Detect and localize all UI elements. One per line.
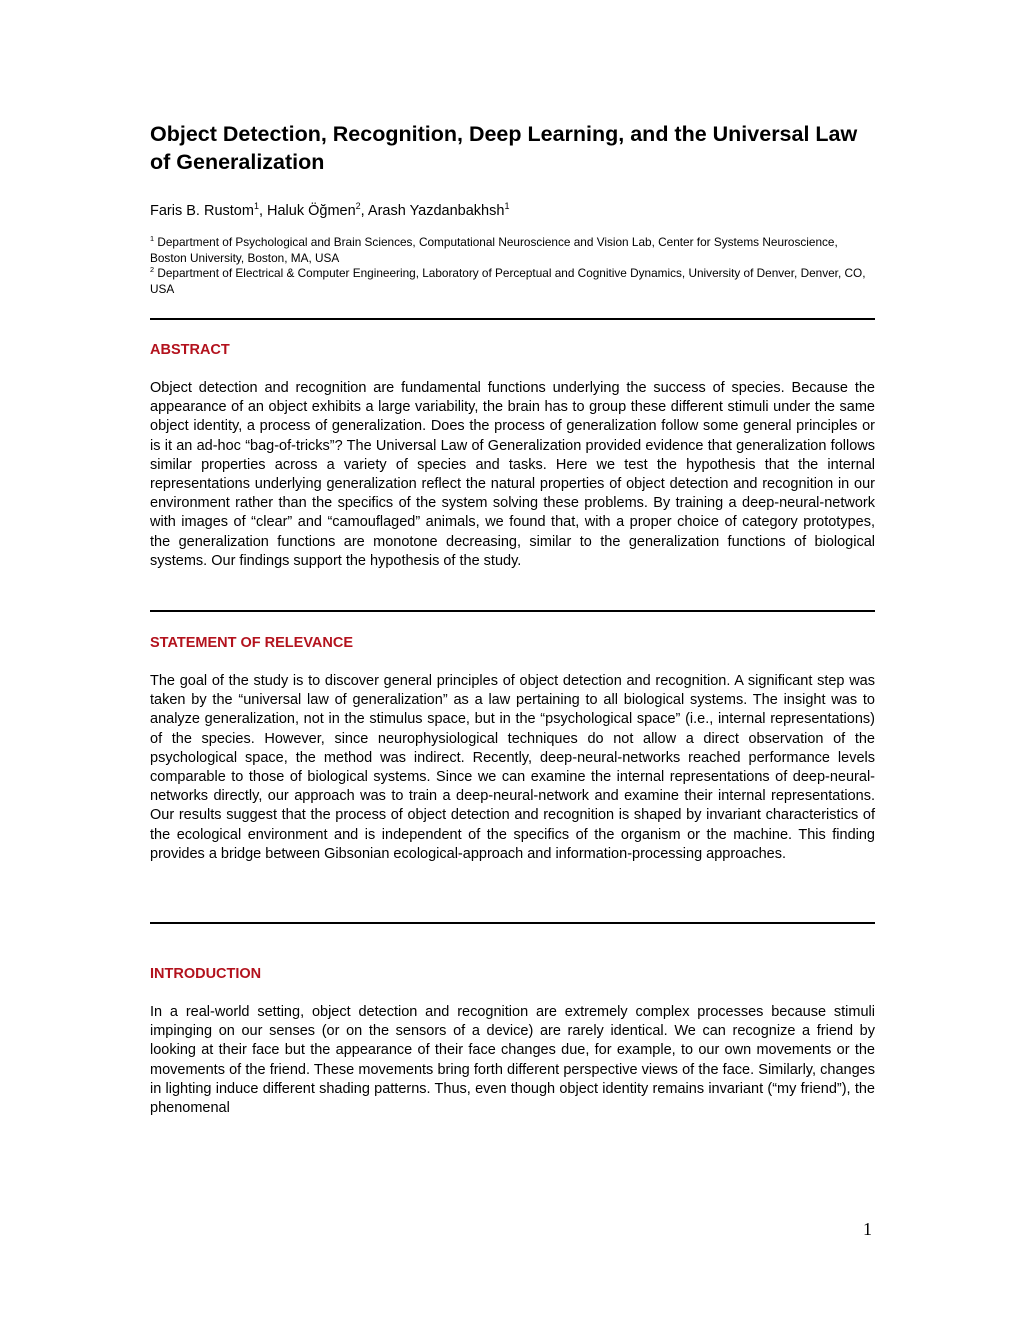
affiliation-number: 2 <box>150 265 155 275</box>
affiliation-item <box>150 235 875 266</box>
section-divider <box>150 318 875 320</box>
author-affiliation-mark: 1 <box>253 201 259 212</box>
author-list: Faris B. Rustom$^1$, Haluk Öğmen$^2$, Arash Yazdanbakhsh$^1$ <box>150 201 510 219</box>
section-divider <box>150 610 875 612</box>
author-name: Haluk Öğmen <box>267 203 356 219</box>
affiliation-number: 1 <box>150 234 155 244</box>
author-name: Arash Yazdanbakhsh <box>367 203 505 219</box>
relevance-heading: STATEMENT OF RELEVANCE <box>150 635 353 651</box>
abstract-text: Object detection and recognition are fundamental functions underlying the success of species. Because the appearance of an object exhibits a large variability, the brain has to group these different stimuli under the same object identity, a process of generalization. Does the process of generalization follow some general principles or is it an ad-hoc “bag-of-tricks”? The Universal Law of Generalization provided evidence that generalization follows similar properties across a variety of species and tasks. Here we test the hypothesis that the internal representations underlying generalization reflect the natural properties of object detection and recognition in our environment rather than the specifics of the system solving these problems. By training a deep-neural-network with images of “clear” and “camouflaged” animals, we found that, with a proper choice of category prototypes, the generalization functions are monotone decreasing, similar to the generalization functions of biological systems. Our findings support the hypothesis of the study. <box>150 380 875 569</box>
affiliation-text: Department of Psychological and Brain Sciences, Computational Neuroscience and Vision Lab, Center for Systems Neuroscience, Boston University, Boston, MA, USA <box>150 235 838 265</box>
author-affiliation-mark: 2 <box>355 201 361 212</box>
affiliations <box>150 235 875 297</box>
section-divider <box>150 922 875 924</box>
page-number: 1 <box>863 1219 872 1239</box>
paper-title: Object Detection, Recognition, Deep Learning, and the Universal Law of Generalization <box>150 122 858 174</box>
introduction-text: In a real-world setting, object detection and recognition are extremely complex processes because stimuli impinging on our senses (or on the sensors of a device) are rarely identical. We can recognize a friend by looking at their face but the appearance of their face changes due, for example, to our own movements or the movements of the friend. These movements bring forth different perspective views of the face. Similarly, changes in lighting induce different shading patterns. Thus, even though object identity remains invariant (“my friend”), the phenomenal <box>150 1004 875 1117</box>
affiliation-text: Department of Electrical & Computer Engineering, Laboratory of Perceptual and Cognitive Dynamics, University of Denver, Denver, CO, USA <box>150 266 866 296</box>
abstract-heading: ABSTRACT <box>150 342 230 358</box>
relevance-text: The goal of the study is to discover general principles of object detection and recognition. A significant step was taken by the “universal law of generalization” as a law pertaining to all biological systems. The insight was to analyze generalization, not in the stimulus space, but in the “psychological space” (i.e., internal representations) of the species. However, since neurophysiological techniques do not allow a direct observation of the psychological space, the method was indirect. Recently, deep-neural-networks reached performance levels comparable to those of biological systems. Since we can examine the internal representations of deep-neural-networks directly, our approach was to train a deep-neural-network and examine their internal representations. Our results suggest that the process of object detection and recognition is shaped by invariant characteristics of the ecological environment and is independent of the specifics of the organism or the machine. This finding provides a bridge between Gibsonian ecological-approach and information-processing approaches. <box>150 673 875 862</box>
affiliation-item <box>150 266 875 297</box>
introduction-heading: INTRODUCTION <box>150 966 262 982</box>
author-name: Faris B. Rustom <box>150 203 254 219</box>
author-affiliation-mark: 1 <box>504 201 510 212</box>
